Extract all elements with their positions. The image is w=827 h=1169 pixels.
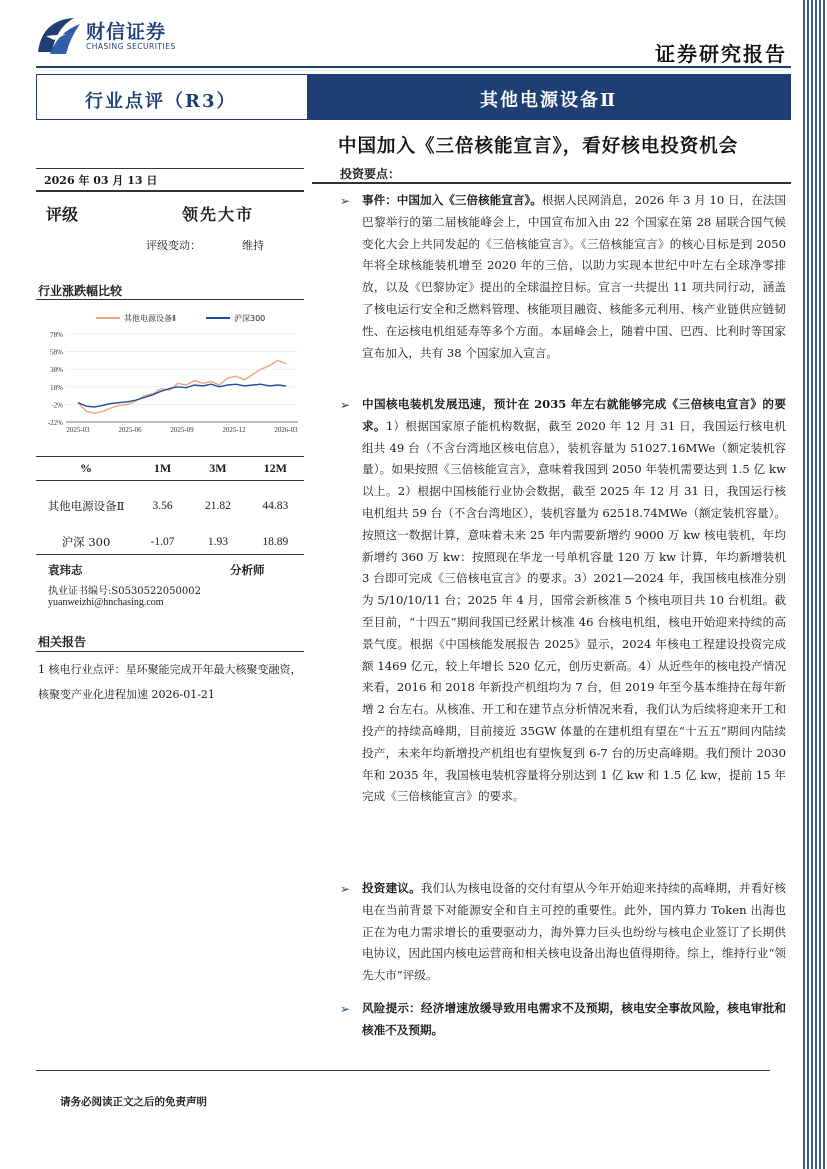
legend-label: 其他电源设备Ⅱ <box>124 314 176 323</box>
y-tick-label: -22% <box>47 419 63 427</box>
x-tick-label: 2025-09 <box>170 426 194 434</box>
x-tick-label: 2025-03 <box>66 426 90 434</box>
logo-name-cn: 财信证券 <box>86 21 167 43</box>
perf-col-12m: 12M <box>263 461 287 475</box>
point-risk-text: 风险提示：经济增速放缓导致用电需求不及预期，核电安全事故风险，核电审批和核准不及预期。 <box>362 1001 786 1037</box>
perf-row-name: 沪深 300 <box>61 535 111 550</box>
key-points-rule <box>312 182 791 184</box>
series-line-2 <box>78 384 286 407</box>
key-points-title: 投资要点： <box>340 167 401 181</box>
related-report-item[interactable]: 1 核电行业点评：星环聚能完成开年最大核聚变融资，核聚变产业化进程加速 2026-01-21 <box>38 663 302 701</box>
report-type-title: 证券研究报告 <box>655 42 787 66</box>
perf-col-3m: 3M <box>209 461 227 475</box>
header-divider <box>36 66 791 68</box>
analyst-certificate: 执业证书编号:S0530522050002 <box>48 586 201 597</box>
point-event-text: 根据人民网消息，2026 年 3 月 10 日，在法国巴黎举行的第二届核能峰会上，中国宣布加入由 22 个国家在第 28 届联合国气候变化大会上共同发起的《三倍核能宣言》。《三倍核能宣言》的核心目标是到 2050 年将全球核能装机增至 2020 年的三倍，以助力实现本世纪中叶左右全球净零排放，以及《巴黎协定》提出的全球温控目标。宣言一共提出 11 项共同行动，涵盖了核电运行安全和乏燃料管理、核能项目融资、核能多元利用、核产业链供应链韧性、在运核电机组延寿等多个方面。本届峰会上，随着中国、巴西、比利时等国家宣布加入，共有 38 个国家加入宣言。 <box>362 193 787 360</box>
footer-disclaimer[interactable]: 请务必阅读正文之后的免责声明 <box>60 1096 207 1108</box>
point-capacity-text: 1）根据国家原子能机构数据，截至 2020 年 12 月 31 日，我国运行核电机组共 49 台（不含台湾地区核电信息），装机容量为 51027.16MWe（额定装机容量）。如果按照《三倍核能宣言》，意味着我国到 2050 年装机需要达到 1.5 亿 kw 以上。2）根据中国核能行业协会数据，截至 2025 年 12 月 31 日，我国运行核电机组共 59 台（不含台湾地区），装机容量为 62518.74MWe（额定装机容量）。按照这一数据计算，意味着未来 25 年内需要新增约 9000 万 kw 核电装机，年均新增约 360 万 kw：按照现在华龙一号单机容量 120 万 kw 计算，年均新增装机 3 台即可完成《三倍核电宣言》的要求。3）2021—2024 年，我国核电核准分别为 5/10/10/11 台；2025 年 4 月，国常会新核准 5 个核电项目共 10 台机组。截至目前，“十四五”期间我国已经累计核准 46 台核电机组，核电开始迎来持续的高景气度。根据《中国核能发展报告 2025》显示，2024 年核电工程建设投资完成额 1469 亿元，较上年增长 520 亿元，创历史新高。4）从近些年的核电投产情况来看，2016 和 2018 年新投产机组均为 7 台，但 2019 年至今基本维持在每年新增 2 台左右。从核准、开工和在建节点分析情况来看，我们认为后续将迎来开工和投产的持续高峰期，目前接近 35GW 体量的在建机组有望在“十五五”期间内陆续投产，未来年均新增投产机组也有望恢复到 6-7 台的历史高峰期。我们预计 2030 年和 2035 年，我国核电装机容量将分别达到 1 亿 kw 和 1.5 亿 kw，提前 15 年完成《三倍核能宣言》的要求。 <box>362 418 786 804</box>
point-event <box>362 190 786 364</box>
point-advice-text: 我们认为核电设备的交付有望从今年开始迎来持续的高峰期，并看好核电在当前背景下对能源安全和自主可控的重要性。此外，国内算力 Token 出海也正在为电力需求增长的重要驱动力，海外算力巨头也纷纷与核电企业签订了长期供电协议，因此国内核电运营商和相关核电设备出海也值得期待。综上，维持行业“领先大市”评级。 <box>362 881 786 983</box>
arrow-bullet-icon: ➢ <box>340 882 351 896</box>
perf-row-name: 其他电源设备Ⅱ <box>47 498 125 513</box>
logo-name-en: CHASING SECURITIES <box>86 42 176 51</box>
y-tick-label: 38% <box>50 366 63 375</box>
report-headline: 中国加入《三倍核能宣言》，看好核电投资机会 <box>338 136 739 157</box>
performance-chart <box>36 306 304 440</box>
category-band <box>36 74 308 120</box>
perf-col-1m: 1M <box>153 461 172 475</box>
arrow-bullet-icon: ➢ <box>340 1002 351 1016</box>
perf-cell: 18.89 <box>262 536 289 549</box>
point-risk <box>362 998 786 1042</box>
x-tick-label: 2025-06 <box>118 426 142 434</box>
right-edge-stripe <box>801 0 827 1169</box>
analyst-email[interactable]: yuanweizhi@hnchasing.com <box>48 597 164 608</box>
compare-section-title: 行业涨跌幅比较 <box>38 284 123 298</box>
perf-cell: -1.07 <box>150 536 175 549</box>
point-capacity-lead: 中国核电装机发展迅速，预计在 2035 年左右就能够完成《三倍核电宣言》的要求。 <box>362 397 786 433</box>
report-date: 2026 年 03 月 13 日 <box>44 174 158 187</box>
perf-cell: 1.93 <box>207 536 228 549</box>
date-divider <box>36 190 304 192</box>
y-tick-label: 18% <box>50 383 63 392</box>
y-tick-label: 78% <box>50 331 63 339</box>
point-event-lead: 事件：中国加入《三倍核能宣言》。 <box>362 193 542 207</box>
rating-label: 评级 <box>46 205 79 224</box>
point-advice <box>362 878 786 987</box>
footer-rule <box>36 1070 770 1071</box>
industry-band <box>308 74 791 120</box>
x-tick-label: 2026-03 <box>274 426 298 434</box>
analyst-title: 分析师 <box>230 563 265 577</box>
point-advice-lead: 投资建议。 <box>362 881 421 895</box>
analyst-name: 袁玮志 <box>48 563 83 577</box>
x-tick-label: 2025-12 <box>222 426 246 434</box>
perf-cell: 44.83 <box>262 499 289 512</box>
perf-cell: 21.82 <box>204 499 231 512</box>
y-tick-label: -2% <box>51 401 63 410</box>
arrow-bullet-icon: ➢ <box>340 398 351 412</box>
perf-col-unit: % <box>80 461 92 475</box>
perf-cell: 3.56 <box>152 499 173 512</box>
compare-section-rule <box>36 299 304 300</box>
industry-label: 其他电源设备Ⅱ <box>480 90 618 111</box>
rating-change-value: 维持 <box>242 239 264 252</box>
performance-table <box>36 456 304 555</box>
arrow-bullet-icon: ➢ <box>340 194 351 208</box>
y-tick-label: 58% <box>50 348 63 357</box>
related-section-rule <box>36 651 304 652</box>
related-section-title: 相关报告 <box>38 635 87 649</box>
rating-change-label: 评级变动： <box>146 239 201 252</box>
category-label: 行业点评（R3） <box>85 91 237 112</box>
point-capacity <box>362 394 786 808</box>
date-top-rule <box>36 168 304 169</box>
perf-row-industry <box>36 481 304 531</box>
perf-row-index <box>36 531 304 555</box>
rating-value: 领先大市 <box>182 205 255 224</box>
legend-label: 沪深300 <box>234 314 266 323</box>
perf-table-header <box>36 457 304 481</box>
